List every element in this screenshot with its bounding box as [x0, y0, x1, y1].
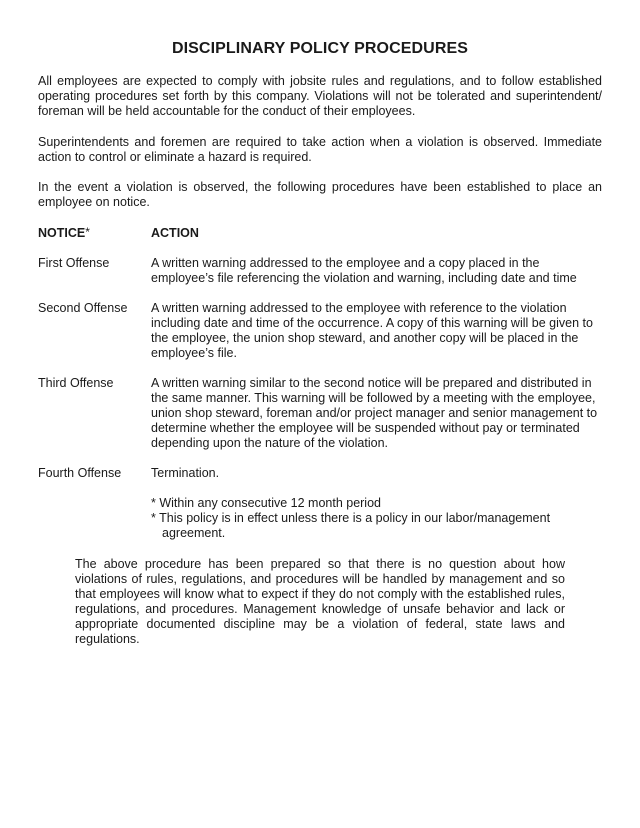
footnotes	[151, 496, 591, 541]
offense-label-first: First Offense	[38, 256, 110, 270]
intro-paragraph-action-required: Superintendents and foremen are required to take action when a violation is observed. Immediate action to control or eliminate a hazard is required.	[38, 135, 602, 164]
notice-column-header	[38, 226, 90, 241]
offense-action-third: A written warning similar to the second notice will be prepared and distributed in the same manner. This warning will be followed by a meeting with the employee, union shop steward, foreman and/or project manager and senior management to determine whether the employee will be suspended without pay or terminated depending upon the nature of the violation.	[151, 376, 598, 450]
offense-action-first: A written warning addressed to the employee and a copy placed in the employee’s file referencing the violation and warning, including date and time	[151, 256, 577, 285]
footnote-labor-agreement: * This policy is in effect unless there is a policy in our labor/management agreement.	[151, 511, 551, 540]
page-title: DISCIPLINARY POLICY PROCEDURES	[171, 40, 469, 57]
offense-label-fourth: Fourth Offense	[38, 466, 122, 480]
offense-label-second: Second Offense	[38, 301, 128, 315]
closing-paragraph: The above procedure has been prepared so that there is no question about how violations of rules, regulations, and procedures will be handled by management and so that employees will know what to expect if they do not comply with the established rules, regulations, and procedures. Management knowledge of unsafe behavior and lack or appropriate documented discipline may be a violation of federal, state laws and regulations.	[75, 557, 565, 646]
offense-label-third: Third Offense	[38, 376, 114, 390]
notice-asterisk: *	[85, 225, 90, 239]
offense-action-fourth: Termination.	[151, 466, 220, 480]
footnote-consecutive-period: * Within any consecutive 12 month period	[151, 496, 381, 510]
notice-header-text: NOTICE	[38, 226, 86, 240]
action-column-header: ACTION	[151, 226, 199, 240]
intro-paragraph-procedures: In the event a violation is observed, the following procedures have been established to place an employee on notice.	[38, 180, 602, 209]
intro-paragraph-compliance: All employees are expected to comply with jobsite rules and regulations, and to follow established operating procedures set forth by this company. Violations will not be tolerated and superintendent/ foreman will be held accountable for the conduct of their employees.	[38, 74, 602, 118]
offense-action-second: A written warning addressed to the employee with reference to the violation including date and time of the occurrence. A copy of this warning will be given to the employee, the union shop steward, and another copy will be placed in the employee’s file.	[151, 301, 593, 360]
